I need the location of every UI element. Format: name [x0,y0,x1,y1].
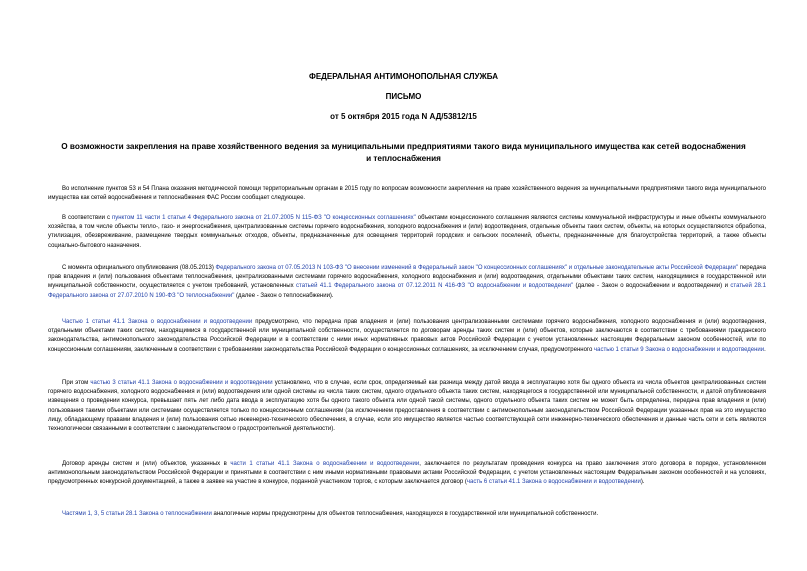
paragraph-text: . [764,346,766,353]
document-title: О возможности закрепления на праве хозяйственного ведения за муниципальными предприятиями такого вида муниципального имущества как сетей водоснабжения и теплоснабжения [61,142,746,163]
paragraph-text: передача прав владения и (или) пользования объектами теплоснабжения, централизованными системами горячего водоснабжения, холодного водоснабжения и (или) водоотведения, отдельными объектами таких систем, находящимися в государственной или муниципальной собственности, осуществляется с учетом требований, установленных [48,265,766,290]
paragraph-text: Во исполнение пунктов 53 и 54 Плана оказания методической помощи территориальным органам в 2015 году по вопросам возможности закрепления на праве хозяйственного ведения за муниципальными предприятиями такого вида муниципального имущества как сетей водоснабжения и теплоснабжения ФАС России сообщает следующее. [48,186,766,202]
law-link-part1-art41-1[interactable]: Частью 1 статьи 41.1 Закона о водоснабжении и водоотведении [62,319,253,325]
paragraph-text: Договор аренды систем и (или) объектов, указанных в [62,461,231,467]
law-link-parts-art28-1[interactable]: Частями 1, 3, 5 статьи 28.1 Закона о теплоснабжении [62,511,212,517]
issuer-heading: ФЕДЕРАЛЬНАЯ АНТИМОНОПОЛЬНАЯ СЛУЖБА [309,72,498,81]
paragraph-text: аналогичные нормы предусмотрены для объектов теплоснабжения, находящихся в государственной или муниципальной собственности. [211,511,599,517]
paragraph-7 [48,510,766,519]
paragraph-text: объектами концессионного соглашения являются системы коммунальной инфраструктуры и иные объекты коммунального хозяйства, в том числе объекты тепло-, газо- и энергоснабжения, централизованные системы горячего водоснабжения, холодного водоснабжения и (или) водоотведения, отдельные объекты таких систем, объекты, на которых осуществляются обработка, утилизация, обезвреживание, размещение твердых коммунальных отходов, объекты, предназначенные для освещения территорий городских и сельских поселений, объекты, предназначенные для благоустройства территорий, а также объекты социально-бытового назначения. [48,215,766,249]
paragraph-text: (далее - Закон о водоснабжении и водоотведении) и [573,283,731,290]
law-link-part6-art41-1[interactable]: часть 6 статьи 41.1 Закона о водоснабжении и водоотведении [466,479,641,486]
paragraph-2 [48,214,766,251]
law-link-part1-art41-1-b[interactable]: части 1 статьи 41.1 Закона о водоснабжении и водоотведении [230,461,420,467]
paragraph-text: , заключается по результатам проведения конкурса на право заключения этого договора в порядке, установленном антимонопольным законодательством Российской Федерации и принятыми в соответствии с ним иными нормативными правовыми актами Российской Федерации, с учетом установленных настоящим Федеральным законом особенностей и на условиях, предусмотренных конкурсной документацией, а также в заявке на участие в конкурсе, поданной участником торгов, с которым заключается договор ( [48,461,766,486]
law-link-part1-art9[interactable]: частью 1 статьи 9 Закона о водоснабжении и водоотведении [594,346,765,353]
paragraph-4 [48,318,766,355]
law-link-190fz-art28-1[interactable]: статьей 28.1 Федерального закона от 27.07.2010 N 190-ФЗ "О теплоснабжении" [48,283,766,299]
paragraph-text: предусмотрено, что передача прав владения и (или) пользования централизованными системами горячего водоснабжения, холодного водоснабжения и (или) водоотведения, отдельными объектами таких систем, находящимися в государственной или муниципальной собственности, осуществляется по договорам аренды таких систем и (или) объектов, которые заключаются в соответствии с требованиями гражданского законодательства, антимонопольного законодательства Российской Федерации и в соответствии с ними иных нормативных правовых актов Российской Федерации с учетом установленных настоящим Федеральным законом особенностей, или по концессионным соглашениям, заключенным в соответствии с требованиями законодательства Российской Федерации о концессионных соглашениях, за исключением случая, предусмотренного [48,319,766,353]
document-type: ПИСЬМО [385,92,422,101]
law-link-103fz[interactable]: Федерального закона от 07.05.2013 N 103-ФЗ "О внесении изменений в Федеральный закон "О концессионных соглашениях" и отдельные законодательные акты Российской Федерации" [215,265,739,271]
law-link-part3-art41-1[interactable]: частью 3 статьи 41.1 Закона о водоснабжении и водоотведении [90,380,273,386]
law-link-416fz-art41-1[interactable]: статьей 41.1 Федерального закона от 07.12.2011 N 416-ФЗ "О водоснабжении и водоотведении" [296,283,574,290]
paragraph-text: С момента официального опубликования (08.05.2013) [62,265,216,271]
paragraph-text: ). [640,479,645,486]
law-link-115fz[interactable]: пунктом 11 части 1 статьи 4 Федерального закона от 21.07.2005 N 115-ФЗ "О концессионных соглашениях" [111,215,416,221]
paragraph-3 [48,264,766,301]
paragraph-1 [48,185,766,203]
paragraph-text: установлено, что в случае, если срок, определяемый как разница между датой ввода в эксплуатацию хотя бы одного объекта из числа объектов централизованных систем горячего водоснабжения, холодного водоснабжения и (или) водоотведения или одной системы из числа таких систем, одного отдельного объекта таких систем, находящегося в государственной или муниципальной собственности, и датой опубликования извещения о проведении конкурса, превышает пять лет либо дата ввода в эксплуатацию хотя бы одного такого объекта или одной такой системы, одного отдельного объекта таких систем не может быть определена, передача прав владения и (или) пользования такими объектами или системами осуществляется только по концессионным соглашениям (за исключением предоставления в соответствии с антимонопольным законодательством Российской Федерации указанных прав на это имущество лицу, обладающему правами владения и (или) пользования сетью инженерно-технического обеспечения, в случае, если это имущество является частью соответствующей сети инженерно-технического обеспечения и данные часть сети и сеть являются технологически связанными в соответствии с законодательством о градостроительной деятельности). [48,380,766,433]
paragraph-text: (далее - Закон о теплоснабжении). [234,292,334,299]
paragraph-5 [48,379,766,434]
paragraph-6 [48,460,766,488]
date-number: от 5 октября 2015 года N АД/53812/15 [330,112,477,121]
paragraph-text: При этом [62,380,91,386]
paragraph-text: В соответствии с [62,215,112,221]
